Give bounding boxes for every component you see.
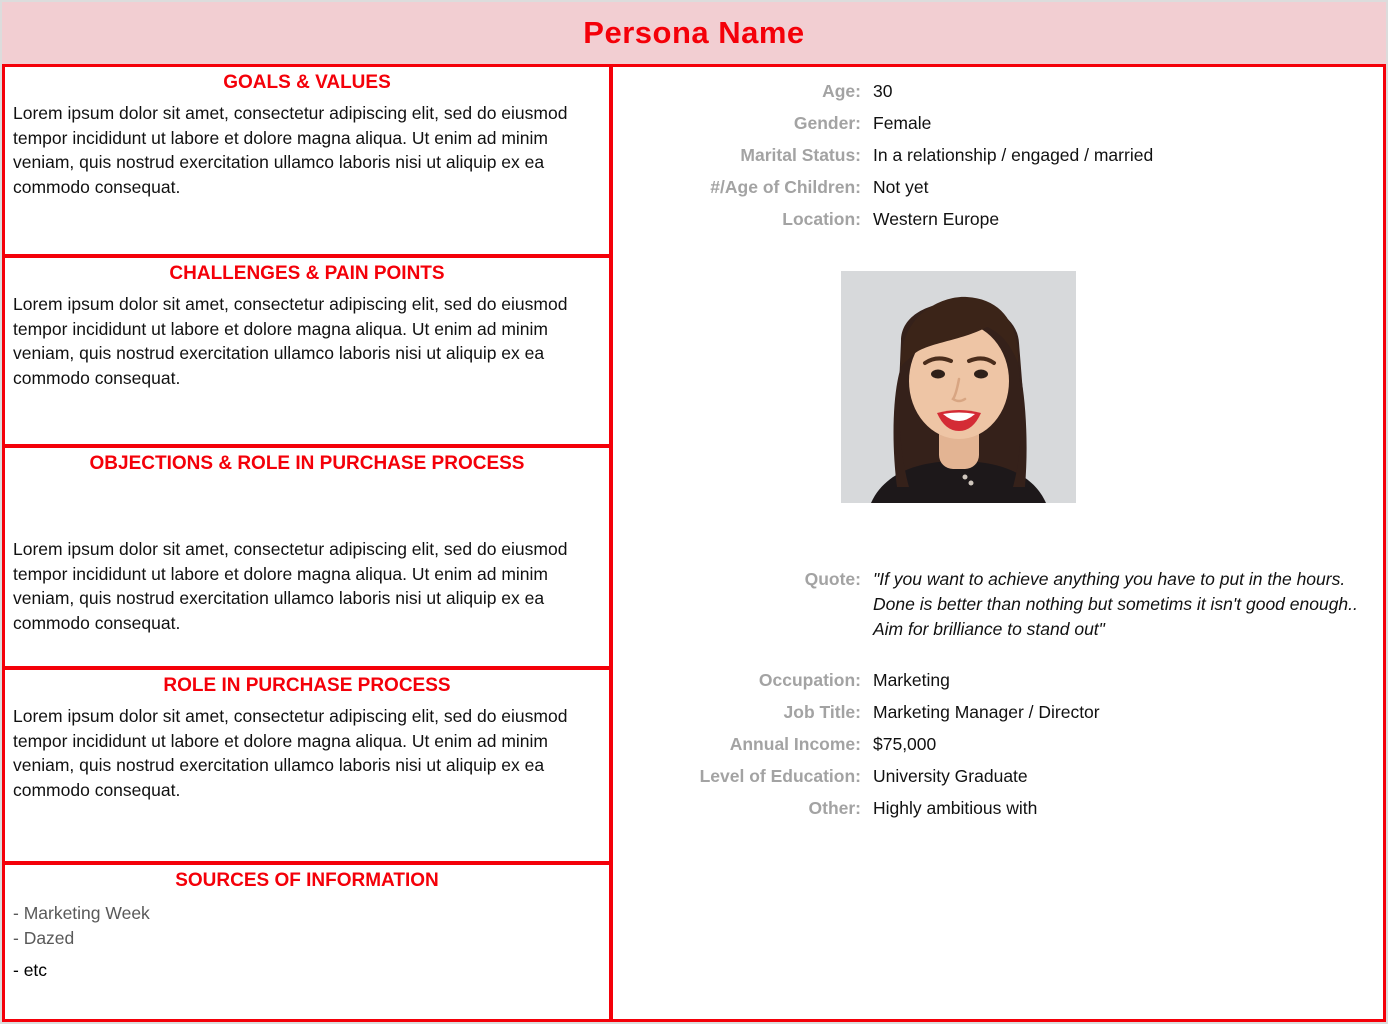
field-value: Western Europe bbox=[873, 208, 1000, 229]
field-label: Marital Status: bbox=[740, 144, 861, 165]
section-objections-purchase-process bbox=[2, 445, 612, 669]
page-header bbox=[2, 2, 1386, 64]
section-role-purchase-process bbox=[2, 667, 612, 864]
profile-row-education bbox=[613, 760, 1383, 792]
field-label: Age: bbox=[822, 80, 861, 101]
source-item: - Marketing Week bbox=[13, 903, 150, 923]
profile-row-occupation bbox=[613, 664, 1383, 696]
section-body: Lorem ipsum dolor sit amet, consectetur adipiscing elit, sed do eiusmod tempor incididunt ut labore et dolore magna aliqua. Ut enim ad minim veniam, quis nostrud exercitation ullamco laboris nisi ut aliquip ex ea commodo consequat. bbox=[13, 706, 568, 800]
profile-row-job-title bbox=[613, 696, 1383, 728]
section-body: Lorem ipsum dolor sit amet, consectetur adipiscing elit, sed do eiusmod tempor incididunt ut labore et dolore magna aliqua. Ut enim ad minim veniam, quis nostrud exercitation ullamco laboris nisi ut aliquip ex ea commodo consequat. bbox=[13, 539, 568, 633]
field-label: Job Title: bbox=[783, 701, 861, 722]
section-title: ROLE IN PURCHASE PROCESS bbox=[163, 675, 451, 696]
source-item: - etc bbox=[13, 960, 48, 980]
section-goals-values bbox=[2, 64, 612, 257]
profile-row-marital-status bbox=[613, 139, 1383, 171]
left-column bbox=[2, 64, 612, 1022]
profile-row-gender bbox=[613, 107, 1383, 139]
profile-row-age bbox=[613, 75, 1383, 107]
field-label: Occupation: bbox=[758, 669, 861, 690]
profile-row-location bbox=[613, 203, 1383, 235]
field-value: Highly ambitious with bbox=[873, 797, 1038, 818]
source-item: - Dazed bbox=[13, 927, 75, 948]
section-title: SOURCES OF INFORMATION bbox=[175, 870, 439, 891]
persona-photo bbox=[841, 271, 1076, 503]
section-challenges-pain-points bbox=[2, 255, 612, 447]
field-value: $75,000 bbox=[873, 733, 937, 754]
section-body: Lorem ipsum dolor sit amet, consectetur adipiscing elit, sed do eiusmod tempor incididunt ut labore et dolore magna aliqua. Ut enim ad minim veniam, quis nostrud exercitation ullamco laboris nisi ut aliquip ex ea commodo consequat. bbox=[13, 294, 568, 388]
field-value: University Graduate bbox=[873, 765, 1028, 786]
quote-text: "If you want to achieve anything you have to put in the hours. Done is better than nothing but sometims it isn't good enough.. Aim for brilliance to stand out" bbox=[873, 569, 1358, 639]
profile-rows-bottom bbox=[613, 664, 1383, 824]
section-body: Lorem ipsum dolor sit amet, consectetur adipiscing elit, sed do eiusmod tempor incididunt ut labore et dolore magna aliqua. Ut enim ad minim veniam, quis nostrud exercitation ullamco laboris nisi ut aliquip ex ea commodo consequat. bbox=[13, 103, 568, 197]
field-value: 30 bbox=[873, 80, 893, 101]
section-title: GOALS & VALUES bbox=[223, 72, 391, 93]
field-label: Level of Education: bbox=[699, 765, 861, 786]
profile-row-children bbox=[613, 171, 1383, 203]
profile-row-quote bbox=[613, 567, 1383, 642]
field-label: Location: bbox=[782, 208, 861, 229]
field-value: In a relationship / engaged / married bbox=[873, 144, 1154, 165]
section-title: OBJECTIONS & ROLE IN PURCHASE PROCESS bbox=[89, 453, 525, 474]
page-title: Persona Name bbox=[583, 15, 805, 50]
field-label: Other: bbox=[808, 797, 861, 818]
field-label: #/Age of Children: bbox=[710, 176, 861, 197]
field-value: Female bbox=[873, 112, 932, 133]
section-title: CHALLENGES & PAIN POINTS bbox=[169, 263, 445, 284]
field-value: Not yet bbox=[873, 176, 929, 197]
right-column-profile bbox=[610, 64, 1386, 1022]
section-sources-of-information bbox=[2, 862, 612, 1022]
field-label: Quote: bbox=[804, 569, 861, 589]
profile-row-annual-income bbox=[613, 728, 1383, 760]
field-value: Marketing Manager / Director bbox=[873, 701, 1100, 722]
field-label: Annual Income: bbox=[729, 733, 861, 754]
content-area bbox=[2, 64, 1386, 1022]
woman-headshot-image bbox=[841, 271, 1076, 503]
profile-row-other bbox=[613, 792, 1383, 824]
field-value: Marketing bbox=[873, 669, 950, 690]
sources-list bbox=[5, 901, 609, 983]
field-label: Gender: bbox=[793, 112, 861, 133]
